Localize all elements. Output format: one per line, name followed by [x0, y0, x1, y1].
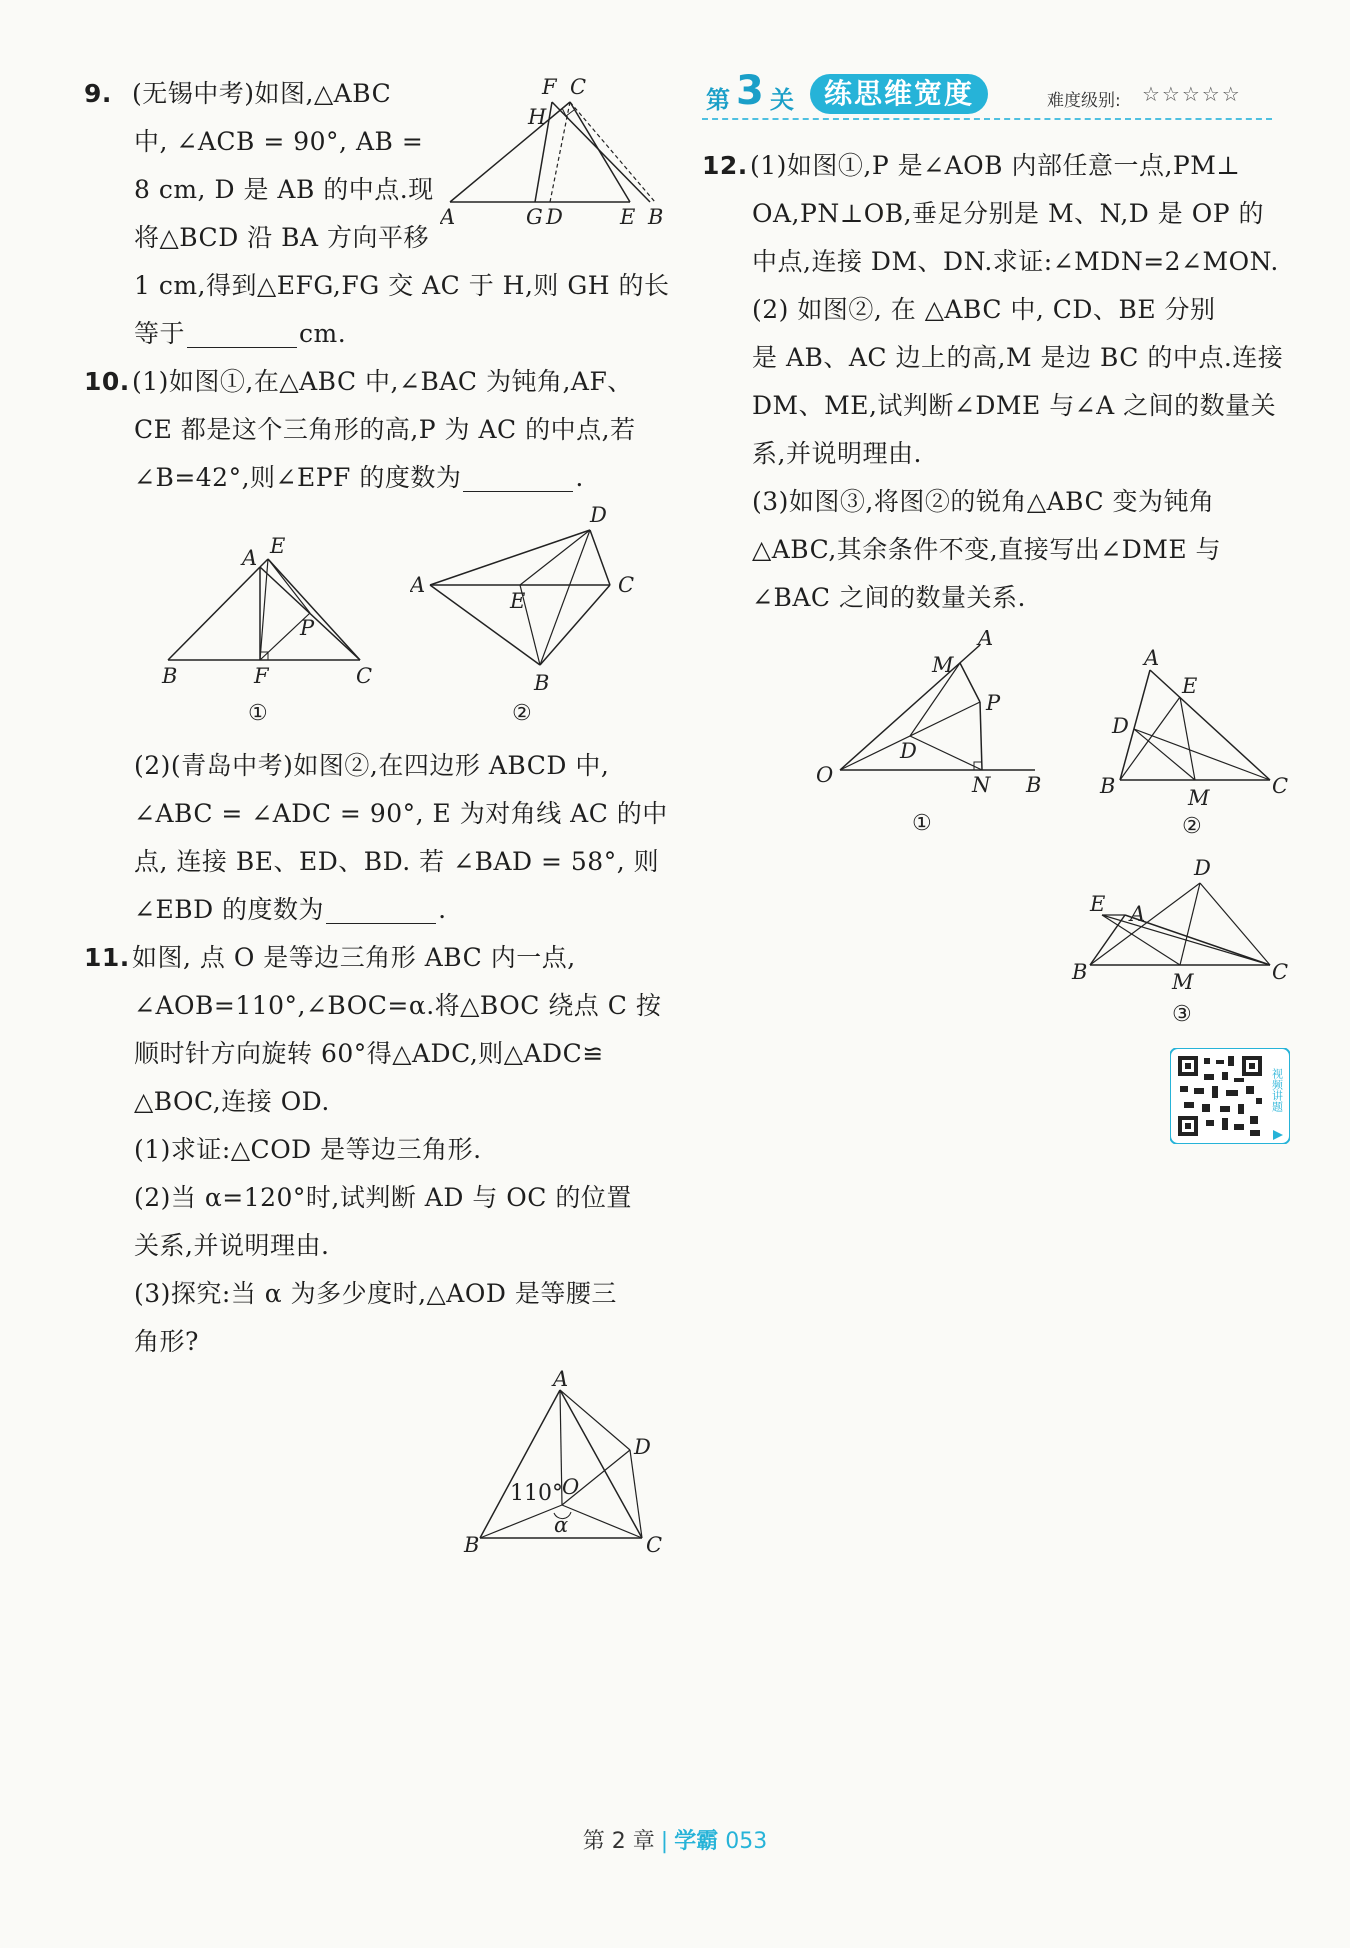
q10-figure-2 — [410, 500, 660, 734]
page-number: 053 — [725, 1829, 768, 1854]
right-column — [702, 142, 1292, 622]
q12-fig1-caption: ① — [912, 811, 932, 836]
video-qr-code[interactable] — [1170, 1048, 1290, 1144]
q12f1-label-N: N — [972, 773, 991, 797]
q9-label-C: C — [570, 75, 587, 99]
q12-figure-1 — [810, 630, 1050, 844]
q9-label-G: G — [526, 205, 543, 229]
q11-line-3: 顺时针方向旋转 60°得△ADC,则△ADC≌ — [134, 1039, 604, 1068]
q12f1-label-A: A — [978, 630, 994, 650]
q10-line-1: (1)如图①,在△ABC 中,∠BAC 为钝角,AF、 — [132, 367, 633, 396]
q10f2-label-B: B — [534, 671, 550, 695]
question-12 — [702, 142, 1292, 622]
q12f3-label-E: E — [1090, 892, 1106, 916]
question-number: 9. — [84, 79, 112, 108]
q12f1-label-D: D — [900, 739, 917, 763]
q12-line-10: ∠BAC 之间的数量关系. — [752, 583, 1026, 612]
q10-fig1-caption: ① — [248, 701, 268, 726]
q12-line-5: 是 AB、AC 边上的高,M 是边 BC 的中点.连接 — [752, 343, 1284, 372]
q11-line-2: ∠AOB=110°,∠BOC=α.将△BOC 绕点 C 按 — [134, 991, 662, 1020]
q11-line-7: 关系,并说明理由. — [134, 1231, 330, 1260]
page-footer — [0, 1824, 1350, 1855]
question-11 — [84, 934, 669, 1366]
q9-label-B: B — [648, 205, 664, 229]
q10f1-label-B: B — [162, 664, 178, 688]
q10-line-5: ∠ABC = ∠ADC = 90°, E 为对角线 AC 的中 — [134, 799, 668, 828]
answer-blank[interactable] — [326, 895, 436, 924]
q12f1-label-O: O — [816, 763, 834, 787]
q9-label-E: E — [620, 205, 636, 229]
q12f2-label-D: D — [1112, 714, 1129, 738]
q12-line-7: 系,并说明理由. — [752, 439, 922, 468]
q12-figure-2 — [1090, 645, 1300, 849]
q12f2-label-M: M — [1188, 786, 1210, 810]
q10-line-2: CE 都是这个三角形的高,P 为 AC 的中点,若 — [134, 415, 636, 444]
banner-divider — [702, 118, 1272, 120]
q10f2-label-C: C — [618, 573, 635, 597]
q11-line-5: (1)求证:△COD 是等边三角形. — [134, 1135, 482, 1164]
q12-line-2: OA,PN⊥OB,垂足分别是 M、N,D 是 OP 的 — [752, 199, 1264, 228]
q11-line-8: (3)探究:当 α 为多少度时,△AOD 是等腰三 — [134, 1279, 617, 1308]
q12f1-label-P: P — [986, 691, 1001, 715]
q10f1-label-E: E — [270, 535, 286, 558]
q12-line-1: (1)如图①,P 是∠AOB 内部任意一点,PM⊥ — [750, 151, 1241, 180]
q9-line-1: (无锡中考)如图,△ABC — [132, 79, 392, 108]
q12-line-8: (3)如图③,将图②的锐角△ABC 变为钝角 — [752, 487, 1215, 516]
q11-label-D: D — [634, 1435, 651, 1459]
q10-line-7: ∠EBD 的度数为 — [134, 895, 325, 924]
q10f1-label-P: P — [300, 616, 315, 640]
section-banner — [702, 68, 1280, 120]
q9-unit: cm. — [299, 319, 347, 348]
question-10: 10.(1)如图①,在△ABC 中,∠BAC 为钝角,AF、 CE 都是这个三角形的高,P 为 AC 的中点,若 ∠B=42°,则∠EPF 的度数为 . (2)(青岛中考)如图②,在四边形 ABCD 中, ∠ABC = ∠ADC = 90°, E 为对角线 AC 的中 点, 连接 BE、ED、BD. 若 ∠BAD = 58°, 则 ∠EBD 的度数为 . — [84, 358, 669, 934]
q11-line-1: 如图, 点 O 是等边三角形 ABC 内一点, — [132, 943, 576, 972]
question-number: 10. — [84, 367, 130, 396]
q12-line-4: (2) 如图②, 在 △ABC 中, CD、BE 分别 — [752, 295, 1216, 324]
q12f3-label-A: A — [1130, 902, 1146, 926]
q12f2-label-E: E — [1182, 674, 1198, 698]
q10-fig2-caption: ② — [512, 701, 532, 726]
q12-line-9: △ABC,其余条件不变,直接写出∠DME 与 — [752, 535, 1222, 564]
qr-label: 视频讲题 — [1270, 1068, 1284, 1112]
q12f3-label-D: D — [1194, 856, 1211, 880]
footer-separator: | — [660, 1829, 669, 1854]
q12f3-label-B: B — [1072, 960, 1088, 984]
q12-figure-3 — [1060, 855, 1300, 1039]
q12f2-label-A: A — [1144, 646, 1160, 670]
q12f2-label-C: C — [1272, 774, 1289, 798]
q11-label-alpha: α — [554, 1513, 569, 1537]
q10-line-6: 点, 连接 BE、ED、BD. 若 ∠BAD = 58°, 则 — [134, 847, 660, 876]
q9-label-H: H — [528, 105, 547, 129]
q11-label-110: 110° — [510, 1481, 563, 1506]
q10f1-label-A: A — [242, 546, 258, 570]
difficulty-label: 难度级别: — [1047, 91, 1121, 111]
question-number: 12. — [702, 151, 748, 180]
q12f3-label-C: C — [1272, 960, 1289, 984]
q12-fig3-caption: ③ — [1172, 1002, 1192, 1027]
q9-figure — [440, 72, 680, 236]
q9-line-6: 等于 — [134, 319, 186, 348]
q9-label-F: F — [542, 75, 557, 99]
q12f2-label-B: B — [1100, 774, 1116, 798]
q12-fig2-caption: ② — [1182, 814, 1202, 839]
q12f3-label-M: M — [1172, 970, 1194, 994]
q9-label-A: A — [440, 205, 456, 229]
q9-line-5: 1 cm,得到△EFG,FG 交 AC 于 H,则 GH 的长 — [134, 271, 670, 300]
q12f1-label-B: B — [1026, 773, 1042, 797]
answer-blank[interactable] — [463, 463, 573, 492]
q10f1-label-C: C — [356, 664, 373, 688]
q11-line-6: (2)当 α=120°时,试判断 AD 与 OC 的位置 — [134, 1183, 632, 1212]
q11-label-O: O — [562, 1475, 580, 1499]
answer-blank[interactable] — [187, 319, 297, 348]
q10f2-label-A: A — [410, 573, 426, 597]
q11-line-4: △BOC,连接 OD. — [134, 1087, 330, 1116]
q11-line-9: 角形? — [134, 1327, 199, 1356]
q11-label-B: B — [464, 1533, 480, 1557]
banner-title: 练思维宽度 — [810, 74, 988, 114]
q12-line-3: 中点,连接 DM、DN.求证:∠MDN=2∠MON. — [752, 247, 1279, 276]
q9-line-2: 中, ∠ACB = 90°, AB = — [134, 127, 424, 156]
q10-line-4: (2)(青岛中考)如图②,在四边形 ABCD 中, — [134, 751, 610, 780]
q10f2-label-E: E — [510, 589, 526, 613]
banner-di: 第 — [706, 86, 730, 114]
q10-figure-1 — [150, 535, 380, 739]
difficulty-stars: ☆☆☆☆☆ — [1142, 82, 1242, 106]
q10-line-3: ∠B=42°,则∠EPF 的度数为 — [134, 463, 462, 492]
q11-label-A: A — [553, 1370, 569, 1391]
q11-figure — [450, 1370, 670, 1564]
q9-label-D: D — [546, 205, 563, 229]
brand-name: 学霸 — [674, 1829, 719, 1854]
banner-number: 3 — [736, 68, 764, 114]
q10f1-label-F: F — [254, 664, 269, 688]
banner-guan: 关 — [770, 86, 794, 114]
chapter-label: 第 2 章 — [582, 1829, 655, 1854]
q9-line-4: 将△BCD 沿 BA 方向平移 — [134, 223, 430, 252]
q11-label-C: C — [646, 1533, 663, 1557]
q9-line-3: 8 cm, D 是 AB 的中点.现 — [134, 175, 434, 204]
q12f1-label-M: M — [932, 653, 954, 677]
q10f2-label-D: D — [590, 503, 607, 527]
question-number: 11. — [84, 943, 130, 972]
q12-line-6: DM、ME,试判断∠DME 与∠A 之间的数量关 — [752, 391, 1277, 420]
